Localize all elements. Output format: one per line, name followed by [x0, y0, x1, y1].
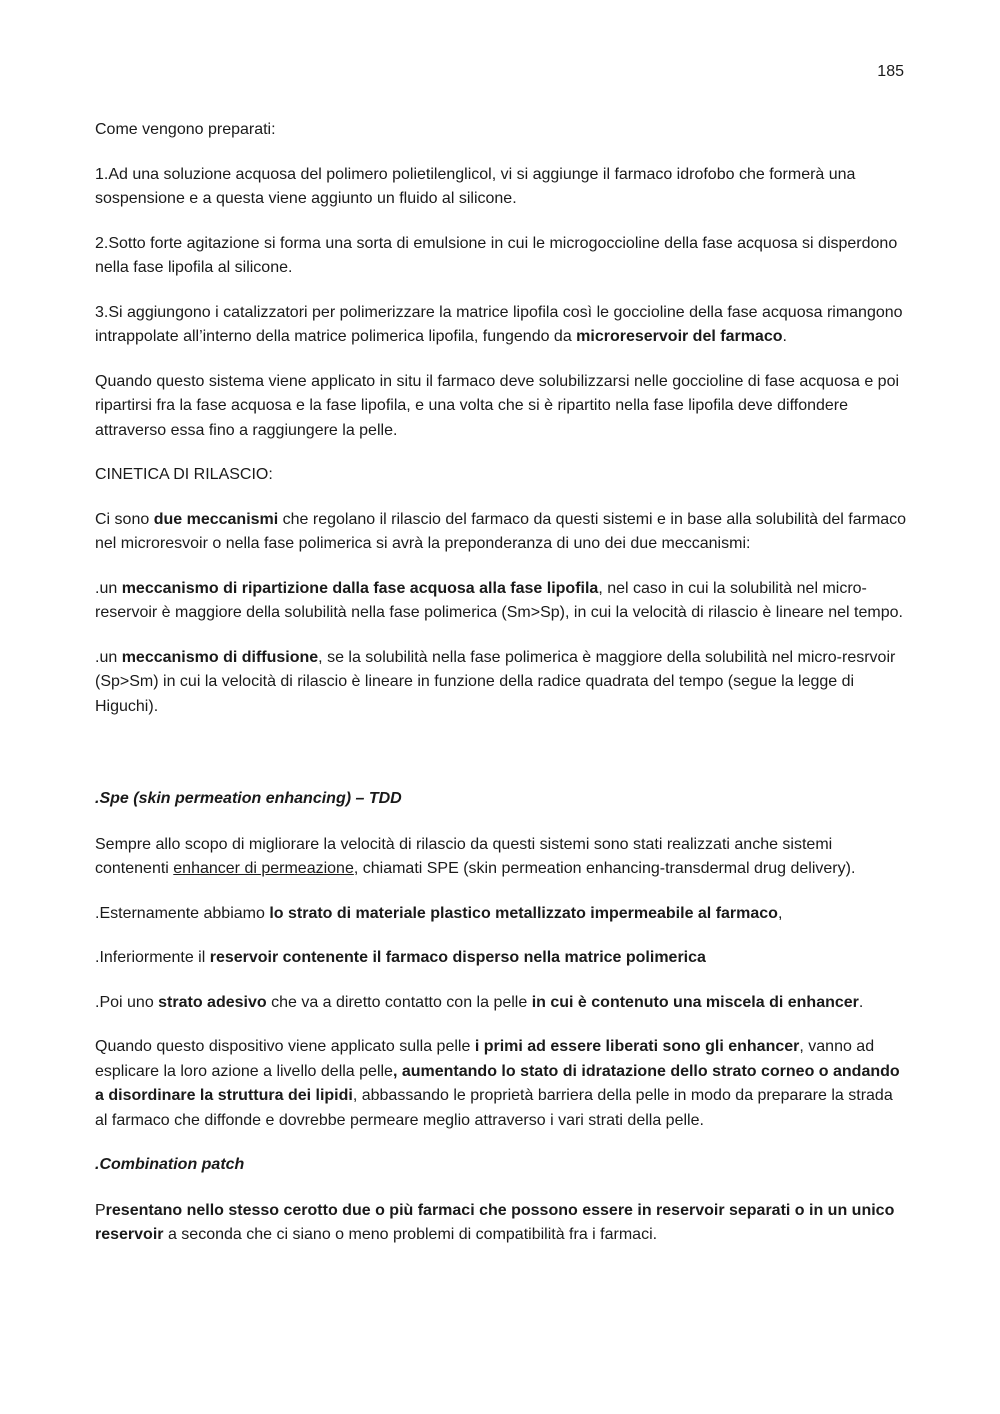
- paragraph-step-2: 2.Sotto forte agitazione si forma una sorta di emulsione in cui le microgoccioline della fase acquosa si disperdono nella fase lipofila al silicone.: [95, 234, 898, 276]
- heading-spe: .Spe (skin permeation enhancing) – TDD: [95, 790, 402, 807]
- paragraph-layer-inner: .Inferiormente il reservoir contenente il farmaco disperso nella matrice polimerica: [95, 949, 706, 966]
- paragraph-intro: Come vengono preparati:: [95, 121, 276, 138]
- heading-combination-patch: .Combination patch: [95, 1156, 245, 1173]
- paragraph-mechanism-diffusion: .un meccanismo di diffusione, se la solubilità nella fase polimerica è maggiore della solubilità nel micro-resrvoir (Sp>Sm) in cui la velocità di rilascio è lineare in funzione della radice quadrata del tempo (segue la legge di Higuchi).: [95, 648, 896, 715]
- paragraph-combination-patch: Presentano nello stesso cerotto due o più farmaci che possono essere in reservoir separati o in un unico reservoir a seconda che ci siano o meno problemi di compatibilità fra i farmaci.: [95, 1201, 895, 1243]
- paragraph-mechanisms: Ci sono due meccanismi che regolano il rilascio del farmaco da questi sistemi e in base alla solubilità del farmaco nel microresvoir o nella fase polimerica si avrà la preponderanza di uno dei due meccanismi:: [95, 510, 907, 552]
- page-content: [95, 118, 907, 1268]
- section-label-kinetics: CINETICA DI RILASCIO:: [95, 466, 273, 483]
- paragraph-layer-external: .Esternamente abbiamo lo strato di materiale plastico metallizzato impermeabile al farmaco,: [95, 904, 783, 922]
- paragraph-mechanism-partition: .un meccanismo di ripartizione dalla fase acquosa alla fase lipofila, nel caso in cui la solubilità nel micro-reservoir è maggiore della solubilità nella fase polimerica (Sm>Sp), in cui la velocità di rilascio è lineare nel tempo.: [95, 579, 903, 621]
- page-number: 185: [877, 63, 904, 80]
- paragraph-spe-intro: Sempre allo scopo di migliorare la velocità di rilascio da questi sistemi sono stati realizzati anche sistemi contenenti enhancer di permeazione, chiamati SPE (skin permeation enhancing-transdermal drug delivery).: [95, 835, 856, 877]
- paragraph-step-3: 3.Si aggiungono i catalizzatori per polimerizzare la matrice lipofila così le goccioline della fase acquosa rimangono intrappolate all’interno della matrice polimerica lipofila, fungendo da microreservoir del farmaco.: [95, 303, 903, 345]
- paragraph-step-1: 1.Ad una soluzione acquosa del polimero polietilenglicol, vi si aggiunge il farmaco idrofobo che formerà una sospensione e a questa viene aggiunto un fluido al silicone.: [95, 165, 856, 207]
- paragraph-application: Quando questo sistema viene applicato in situ il farmaco deve solubilizzarsi nelle goccioline di fase acquosa e poi ripartirsi fra la fase acquosa e la fase lipofila, e una volta che si è ripartito nella fase lipofila deve diffondere attraverso essa fino a raggiungere la pelle.: [95, 372, 900, 439]
- spacer: [95, 739, 907, 787]
- paragraph-enhancer-action: Quando questo dispositivo viene applicato sulla pelle i primi ad essere liberati sono gli enhancer, vanno ad esplicare la loro azione a livello della pelle, aumentando lo stato di idratazione dello strato corneo o andando a disordinare la struttura dei lipidi, abbassando le proprietà barriera della pelle in modo da preparare la strada al farmaco che diffonde e dovrebbe permeare meglio attraverso i vari strati della pelle.: [95, 1038, 900, 1129]
- paragraph-layer-adhesive: .Poi uno strato adesivo che va a diretto contatto con la pelle in cui è contenuto una miscela di enhancer.: [95, 993, 864, 1011]
